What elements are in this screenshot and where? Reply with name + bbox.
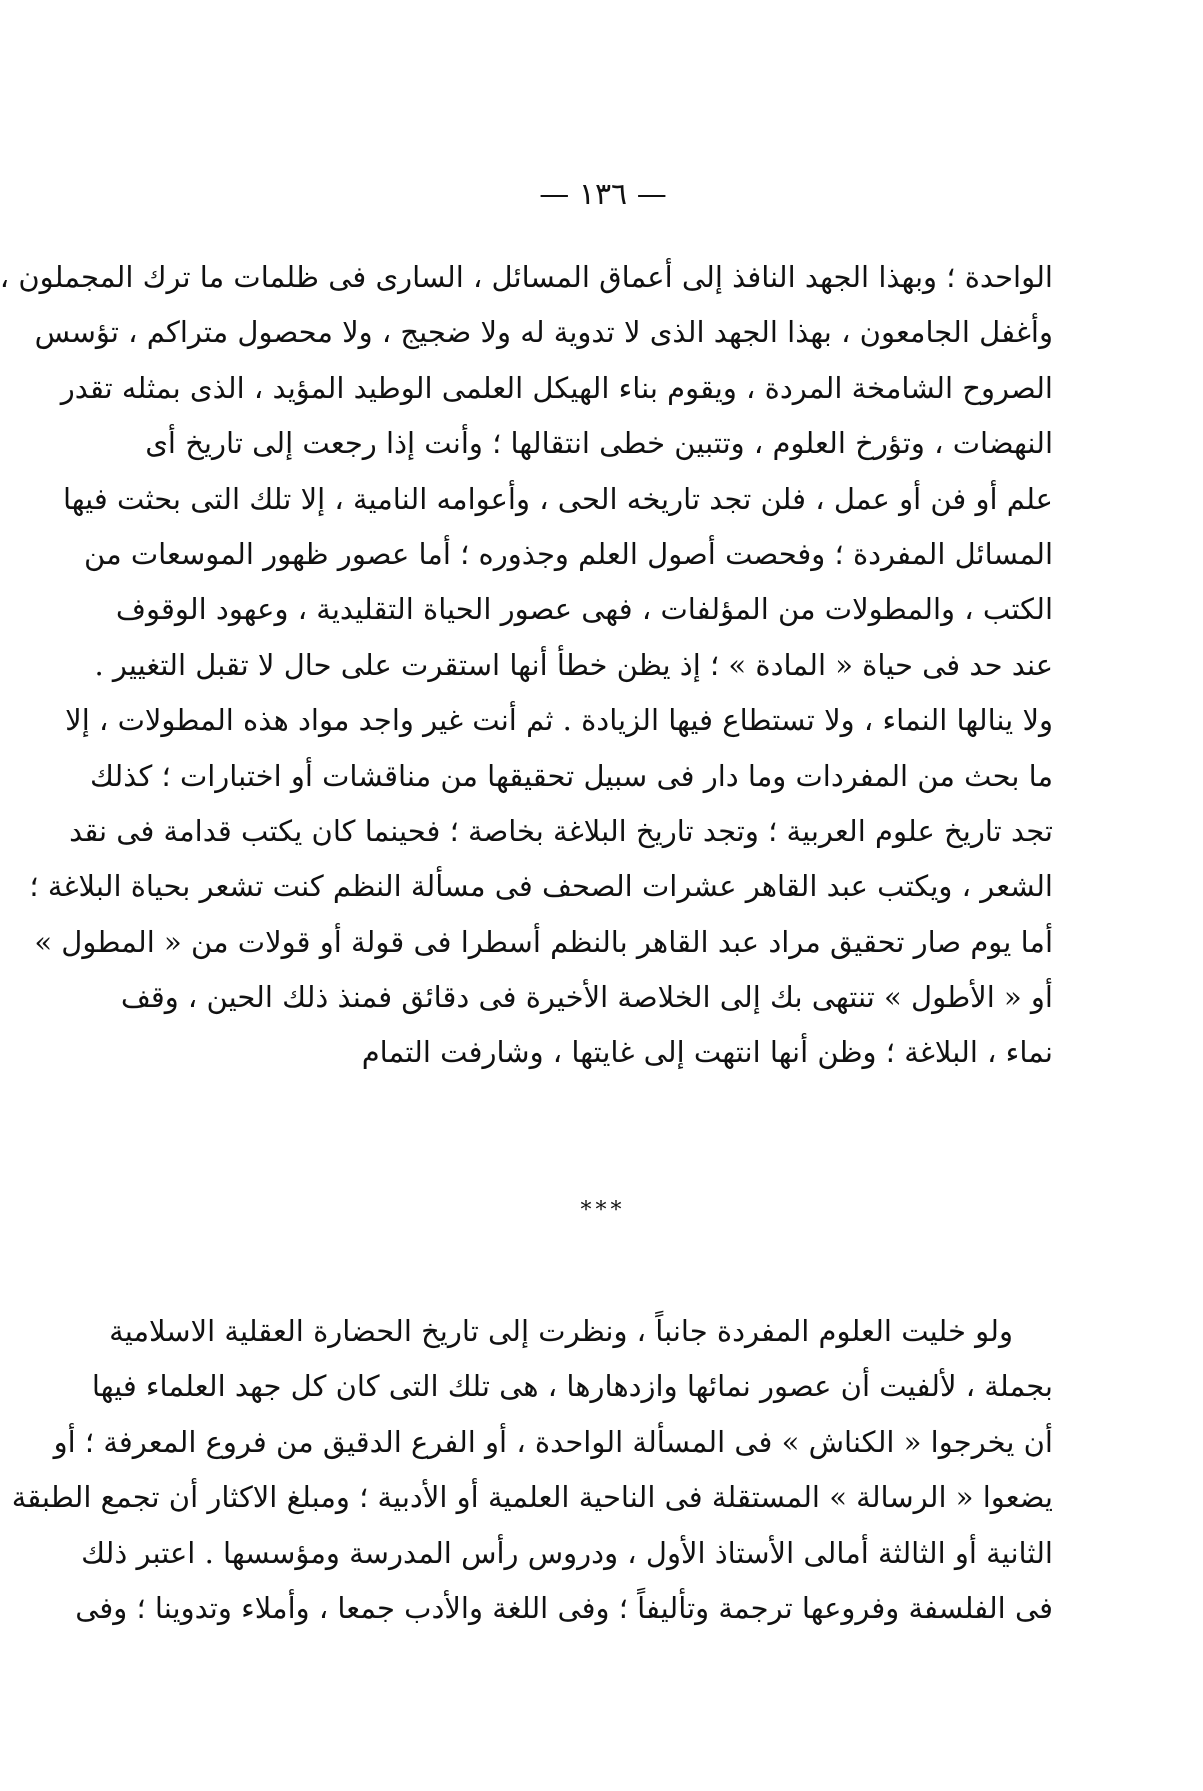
paragraph-1 (0, 250, 1053, 1081)
text-line: الكتب ، والمطولات من المؤلفات ، فهى عصور الحياة التقليدية ، وعهود الوقوف (115, 592, 1053, 627)
text-line: علم أو فن أو عمل ، فلن تجد تاريخه الحى ، وأعوامه النامية ، إلا تلك التى بحثت فيها (62, 481, 1053, 516)
text-line: أما يوم صار تحقيق مراد عبد القاهر بالنظم أسطرا فى قولة أو قولات من « المطول » (34, 924, 1053, 959)
text-line: الشعر ، ويكتب عبد القاهر عشرات الصحف فى مسألة النظم كنت تشعر بحياة البلاغة ؛ (29, 869, 1053, 904)
text-line: ولا ينالها النماء ، ولا تستطاع فيها الزيادة . ثم أنت غير واجد مواد هذه المطولات ، إلا (65, 703, 1053, 738)
section-separator: *** (580, 1198, 626, 1223)
text-line: أن يخرجوا « الكناش » فى المسألة الواحدة ، أو الفرع الدقيق من فروع المعرفة ؛ أو (53, 1424, 1053, 1459)
text-line: نماء ، البلاغة ؛ وظن أنها انتهت إلى غايتها ، وشارفت التمام (361, 1035, 1053, 1070)
text-line: الواحدة ؛ وبهذا الجهد النافذ إلى أعماق المسائل ، السارى فى ظلمات ما ترك المجملون ، (0, 260, 1053, 294)
text-line: الصروح الشامخة المردة ، ويقوم بناء الهيكل العلمى الوطيد المؤيد ، الذى بمثله تقدر (60, 370, 1053, 405)
text-line: المسائل المفردة ؛ وفحصت أصول العلم وجذوره ؛ أما عصور ظهور الموسعات من (84, 536, 1053, 571)
paragraph-2 (11, 1304, 1053, 1636)
text-line: فى الفلسفة وفروعها ترجمة وتأليفاً ؛ وفى اللغة والأدب جمعا ، وأملاء وتدوينا ؛ وفى (75, 1590, 1053, 1625)
text-line: النهضات ، وتؤرخ العلوم ، وتتبين خطى انتقالها ؛ وأنت إذا رجعت إلى تاريخ أى (145, 426, 1053, 461)
text-line: الثانية أو الثالثة أمالى الأستاذ الأول ، ودروس رأس المدرسة ومؤسسها . اعتبر ذلك (81, 1535, 1053, 1570)
text-line: تجد تاريخ علوم العربية ؛ وتجد تاريخ البلاغة بخاصة ؛ فحينما كان يكتب قدامة فى نقد (69, 813, 1053, 848)
text-line: عند حد فى حياة « المادة » ؛ إذ يظن خطأ أنها استقرت على حال لا تقبل التغيير . (94, 647, 1053, 682)
page-number: — ١٣٦ — (539, 177, 667, 212)
text-line: ولو خليت العلوم المفردة جانباً ، ونظرت إلى تاريخ الحضارة العقلية الاسلامية (109, 1314, 1013, 1348)
text-line: أو « الأطول » تنتهى بك إلى الخلاصة الأخيرة فى دقائق فمنذ ذلك الحين ، وقف (120, 980, 1053, 1015)
text-line: ما بحث من المفردات وما دار فى سبيل تحقيقها من مناقشات أو اختبارات ؛ كذلك (89, 758, 1053, 793)
text-line: وأغفل الجامعون ، بهذا الجهد الذى لا تدوية له ولا ضجيج ، ولا محصول متراكم ، تؤسس (34, 315, 1053, 350)
text-line: يضعوا « الرسالة » المستقلة فى الناحية العلمية أو الأدبية ؛ ومبلغ الاكثار أن تجمع الطبقة (11, 1480, 1053, 1515)
text-line: بجملة ، لألفيت أن عصور نمائها وازدهارها ، هى تلك التى كان كل جهد العلماء فيها (91, 1369, 1053, 1404)
